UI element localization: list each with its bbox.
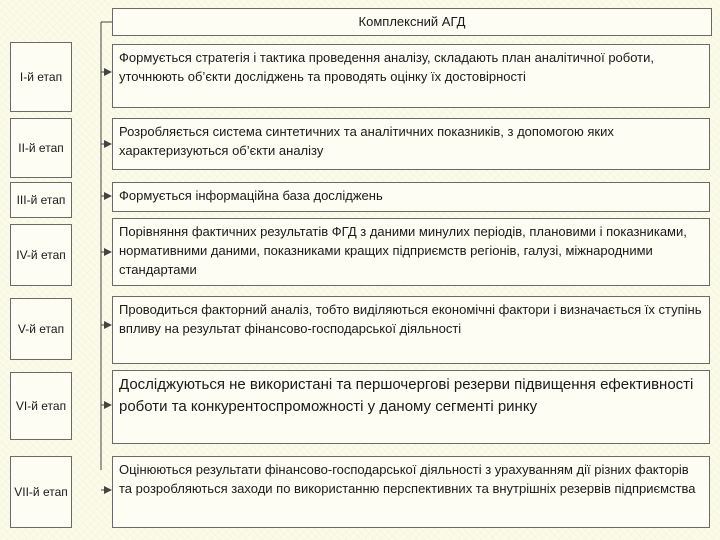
stage-5 xyxy=(10,298,102,360)
stage-3-label: III-й етап xyxy=(16,193,66,207)
stage-2-description: Розробляється система синтетичних та аналітичних показників, з допомогою яких характеризуються об’єкти аналізу xyxy=(112,118,710,170)
page-title: Комплексний АГД xyxy=(112,8,712,36)
stage-4-description: Порівняння фактичних результатів ФГД з даними минулих періодів, плановими і показниками, нормативними даними, показниками кращих підприємств регіонів, галузі, міжнародними стандартами xyxy=(112,218,710,286)
stage-1-label: I-й етап xyxy=(19,70,63,84)
stage-3-description: Формується інформаційна база досліджень xyxy=(112,182,710,212)
stage-7-description: Оцінюються результати фінансово-господарської діяльності з урахуванням дії різних факторів та розробляються заходи по використанню перспективних та внутрішніх резервів підприємства xyxy=(112,456,710,528)
stage-2 xyxy=(10,118,102,178)
stage-5-description: Проводиться факторний аналіз, тобто виділяються економічні фактори і визначається їх ступінь впливу на результат фінансово-господарської діяльності xyxy=(112,296,710,364)
stage-1 xyxy=(10,42,102,112)
stage-6-label: VI-й етап xyxy=(15,399,67,413)
stage-2-label: II-й етап xyxy=(18,141,64,155)
stage-7-label: VII-й етап xyxy=(14,485,68,499)
stage-5-label: V-й етап xyxy=(17,322,65,336)
stage-7 xyxy=(10,456,102,528)
stage-3 xyxy=(10,182,102,218)
stage-4 xyxy=(10,224,102,286)
stage-6 xyxy=(10,372,102,440)
stage-1-description: Формується стратегія і тактика проведення аналізу, складають план аналітичної роботи, уточнюють об’єкти досліджень та проводять оцінку їх достовірності xyxy=(112,44,710,108)
stage-4-label: IV-й етап xyxy=(16,248,66,262)
stage-6-description: Досліджуються не використані та першочергові резерви підвищення ефективності роботи та конкурентоспроможності у даному сегменті ринку xyxy=(112,370,710,444)
